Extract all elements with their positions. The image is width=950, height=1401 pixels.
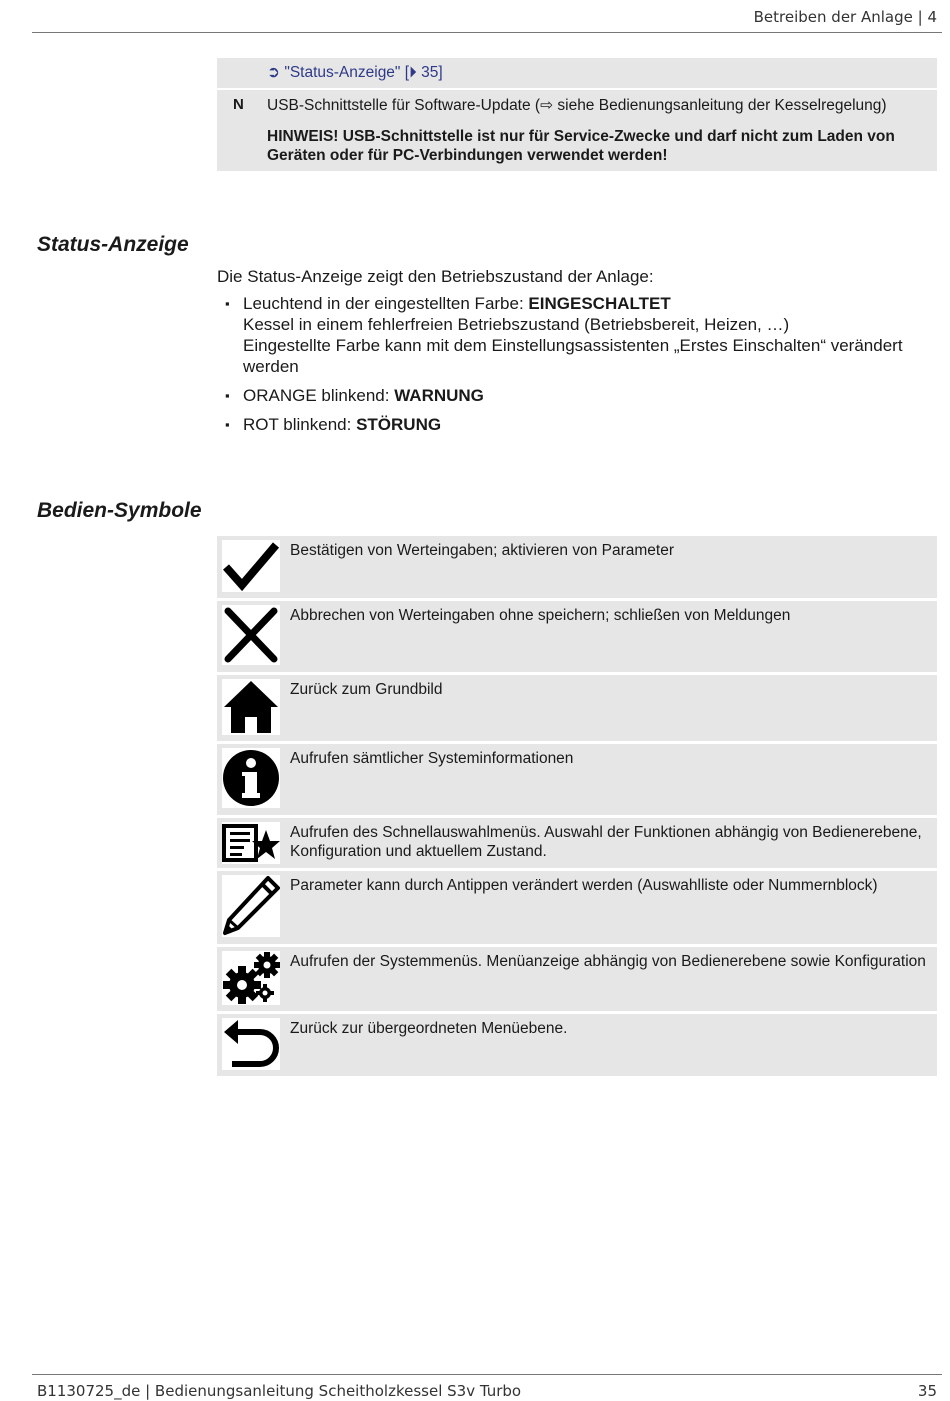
table-row [217, 88, 937, 171]
checkmark-icon [222, 540, 280, 592]
table-row [217, 675, 937, 741]
symbols-table [217, 536, 937, 1079]
symbols-heading: Bedien-Symbole [37, 499, 202, 522]
row-key [217, 63, 267, 82]
symbol-description: Aufrufen sämtlicher Systeminformationen [290, 750, 574, 767]
page-number: 35 [917, 1382, 937, 1400]
table-row [217, 871, 937, 944]
page-header-title: Betreiben der Anlage | 4 [753, 8, 937, 26]
symbol-description: Parameter kann durch Antippen verändert werden (Auswahlliste oder Nummernblock) [290, 877, 878, 894]
symbol-description: Bestätigen von Werteingaben; aktivieren von Parameter [290, 542, 674, 559]
status-item-state: STÖRUNG [356, 415, 442, 434]
symbol-description: Zurück zum Grundbild [290, 681, 443, 698]
status-heading: Status-Anzeige [37, 233, 189, 256]
table-row [217, 818, 937, 868]
pencil-icon [222, 875, 280, 937]
table-row [217, 601, 937, 672]
close-icon [222, 605, 280, 665]
info-icon [222, 748, 280, 808]
symbol-description: Aufrufen des Schnellauswahlmenüs. Auswahl der Funktionen abhängig von Bedienerebene, Konfiguration und aktuellem Zustand. [290, 824, 922, 860]
page-ref-arrow-icon: ⏵ [409, 64, 417, 81]
status-item-prefix: ORANGE blinkend: [243, 386, 395, 405]
gears-icon [222, 951, 280, 1005]
link-arrow-icon: ➲ [267, 64, 280, 81]
symbol-description: Zurück zur übergeordneten Menüebene. [290, 1020, 568, 1037]
usb-description: USB-Schnittstelle für Software-Update (⇨ siehe Bedienungsanleitung der Kesselregelung) [267, 97, 887, 114]
back-arrow-icon [222, 1018, 280, 1070]
connection-table [217, 58, 937, 171]
status-section [217, 266, 917, 443]
status-intro: Die Status-Anzeige zeigt den Betriebszustand der Anlage: [217, 267, 654, 286]
status-list [217, 293, 917, 435]
link-text[interactable]: "Status-Anzeige" [ [284, 64, 410, 81]
status-item-prefix: ROT blinkend: [243, 415, 357, 434]
status-link[interactable] [267, 63, 937, 82]
table-row [217, 58, 937, 88]
list-item [217, 385, 917, 406]
usb-warning-note: HINWEIS! USB-Schnittstelle ist nur für Service-Zwecke und darf nicht zum Laden von Geräten oder für PC-Verbindungen verwendet werden! [267, 128, 895, 164]
status-item-detail: Eingestellte Farbe kann mit dem Einstellungsassistenten „Erstes Einschalten“ verändert werden [243, 336, 903, 376]
home-icon [222, 679, 280, 735]
footer-divider [32, 1374, 942, 1375]
status-item-prefix: Leuchtend in der eingestellten Farbe: [243, 294, 529, 313]
table-row [217, 536, 937, 598]
table-row [217, 947, 937, 1011]
list-item [217, 293, 917, 377]
list-item [217, 414, 917, 435]
table-row [217, 744, 937, 815]
status-item-detail: Kessel in einem fehlerfreien Betriebszustand (Betriebsbereit, Heizen, …) [243, 315, 790, 334]
table-row [217, 1014, 937, 1076]
page-ref[interactable]: 35] [416, 64, 443, 81]
symbol-description: Abbrechen von Werteingaben ohne speichern; schließen von Meldungen [290, 607, 791, 624]
status-item-state: WARNUNG [394, 386, 484, 405]
header-divider [32, 32, 942, 33]
quick-menu-icon [222, 822, 280, 864]
row-key: N [233, 96, 244, 113]
status-item-state: EINGESCHALTET [528, 294, 671, 313]
footer-document-title: B1130725_de | Bedienungsanleitung Scheitholzkessel S3v Turbo [37, 1382, 522, 1400]
symbol-description: Aufrufen der Systemmenüs. Menüanzeige abhängig von Bedienerebene sowie Konfiguration [290, 953, 926, 970]
